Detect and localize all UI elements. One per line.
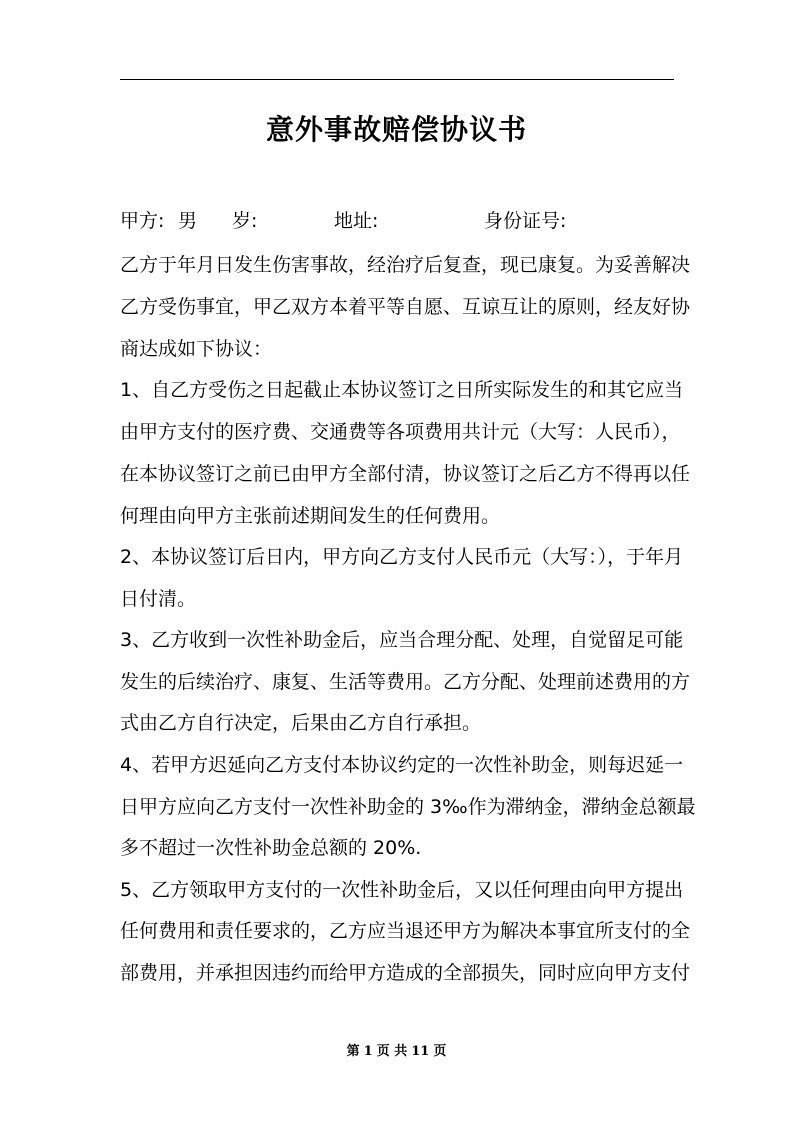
- body-line: 在本协议签订之前已由甲方全部付清，协议签订之后乙方不得再以任: [120, 463, 691, 485]
- page-suffix: 页: [433, 1044, 447, 1059]
- document-title: 意外事故赔偿协议书: [265, 113, 527, 146]
- party-a-age-label: 岁:: [232, 210, 258, 232]
- body-line: 多不超过一次性补助金总额的 20%.: [120, 837, 422, 859]
- body-line: 何理由向甲方主张前述期间发生的任何费用。: [120, 505, 501, 527]
- body-line: 由甲方支付的医疗费、交通费等各项费用共计元（大写：人民币），: [120, 421, 681, 443]
- clause-2: 2、本协议签订后日内，甲方向乙方支付人民币元（大写：），于年月: [120, 546, 684, 568]
- page-mid: 页 共: [376, 1044, 408, 1059]
- body-line: 乙方于年月日发生伤害事故，经治疗后复查，现已康复。为妥善解决: [120, 254, 691, 276]
- body-line: 发生的后续治疗、康复、生活等费用。乙方分配、处理前述费用的方: [120, 671, 691, 693]
- party-a-id-label: 身份证号:: [484, 210, 567, 232]
- party-a-label: 甲方:: [120, 210, 165, 232]
- party-a-gender: 男: [178, 210, 198, 232]
- body-line: 商达成如下协议：: [120, 338, 273, 360]
- body-line: 日付清。: [120, 588, 197, 610]
- clause-3: 3、乙方收到一次性补助金后，应当合理分配、处理，自觉留足可能: [120, 629, 684, 651]
- clause-5: 5、乙方领取甲方支付的一次性补助金后，又以任何理由向甲方提出: [120, 879, 684, 901]
- header-rule: [120, 79, 674, 80]
- body-line: 式由乙方自行决定，后果由乙方自行承担。: [120, 712, 482, 734]
- body-line: 部费用，并承担因违约而给甲方造成的全部损失，同时应向甲方支付: [120, 962, 691, 984]
- party-a-line: [120, 208, 674, 234]
- page-total: 11: [411, 1044, 430, 1059]
- clause-4: 4、若甲方迟延向乙方支付本协议约定的一次性补助金，则每迟延一: [120, 754, 684, 776]
- body-line: 乙方受伤事宜，甲乙双方本着平等自愿、互谅互让的原则，经友好协: [120, 296, 691, 318]
- party-a-address-label: 地址:: [334, 210, 379, 232]
- body-line: 任何费用和责任要求的，乙方应当退还甲方为解决本事宜所支付的全: [120, 920, 691, 942]
- page-footer: [0, 1043, 793, 1061]
- body-line: 日甲方应向乙方支付一次性补助金的 3‰作为滞纳金，滞纳金总额最: [120, 796, 696, 818]
- page-prefix: 第: [346, 1044, 360, 1059]
- page-current: 1: [363, 1044, 373, 1059]
- clause-1: 1、自乙方受伤之日起截止本协议签订之日所实际发生的和其它应当: [120, 379, 684, 401]
